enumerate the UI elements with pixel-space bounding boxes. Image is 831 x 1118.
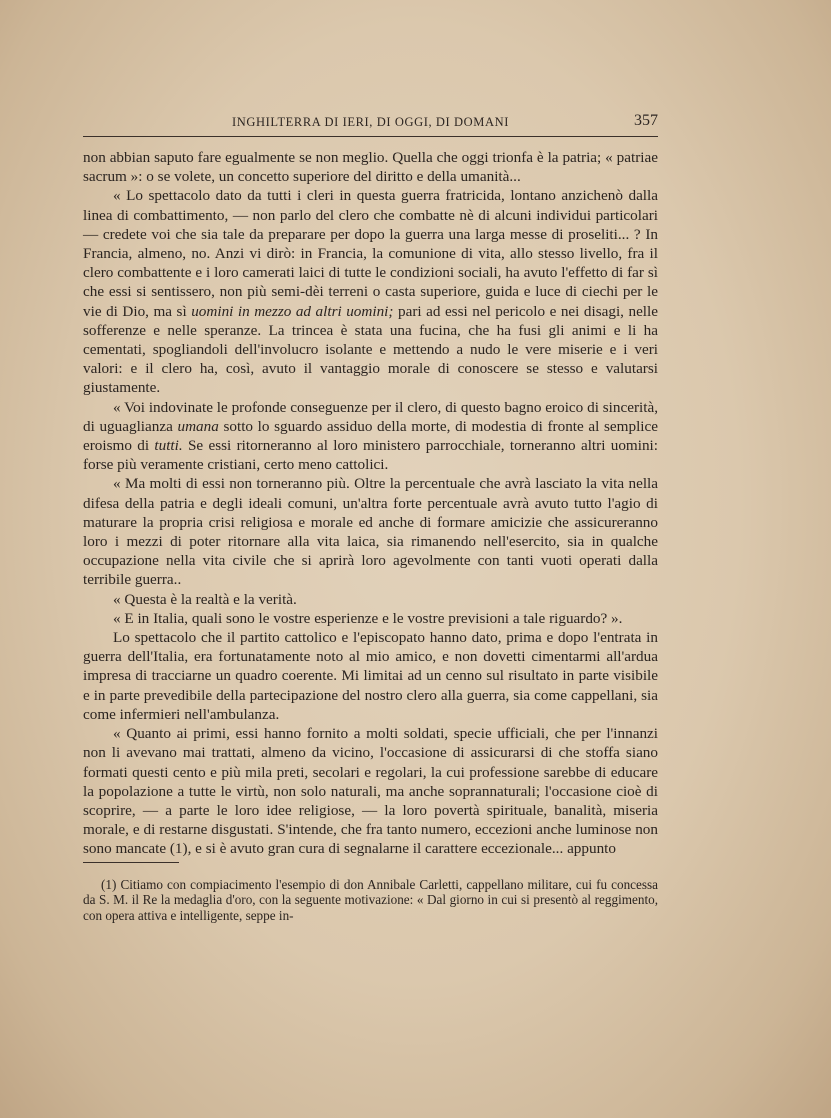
- paragraph: [83, 628, 658, 724]
- paragraph: [83, 724, 658, 858]
- running-title: INGHILTERRA DI IERI, DI OGGI, DI DOMANI: [231, 115, 510, 129]
- text-run: « Ma molti di essi non torneranno più. Oltre la percentuale che avrà lasciato la vita nella difesa della patria e degli ideali comuni, un'altra forte percentuale avrà avuto tutto l'agio di maturare la propria crisi religiosa e morale ed anche di formare amicizie che assicureranno loro i mezzi di poter ritornare alla vita laica, sia rimanendo nell'esercito, sia in qualche occupazione nella vita civile che si aprirà loro agevolmente con tanti vuoti operati dalla terribile guerra..: [83, 475, 658, 589]
- paragraph: [83, 590, 658, 609]
- text-run: « Voi indovinate le profonde conseguenze per il clero, di questo bagno eroico di sincerità, di uguaglianza: [83, 398, 658, 435]
- italic-text: tutti.: [154, 437, 183, 455]
- text-run: pari ad essi nel pericolo e nei disagi, nelle sofferenze e nelle speranze. La trincea è stata una fucina, che ha fusi gli animi e li ha cementati, spogliandoli dell'involucro isolante e mettendo a nudo le vere miserie e i veri valori: e il clero ha, così, avuto il vantaggio morale di conoscere se stesso e valutarsi giustamente.: [83, 302, 658, 397]
- paragraph: [83, 186, 658, 397]
- paragraph: [83, 609, 658, 628]
- text-run: Lo spettacolo che il partito cattolico e l'episcopato hanno dato, prima e dopo l'entrata in guerra dell'Italia, era fortunatamente noto al mio amico, e non dovetti cimentarmi all'ardua impresa di tracciarne un quadro coerente. Mi limitai ad un cenno sul risultato in parte visibile e in parte prevedibile della partecipazione del nostro clero alla guerra, sia come cappellani, sia come infermieri nell'ambulanza.: [83, 629, 658, 723]
- body-text: [83, 148, 658, 859]
- text-run: non abbian saputo fare egualmente se non meglio. Quella che oggi trionfa è la patria; « patriae sacrum »: o se volete, un concetto superiore del diritto e della umanità...: [83, 149, 658, 186]
- text-run: « Quanto ai primi, essi hanno fornito a molti soldati, specie ufficiali, che per l'innanzi non li avevano mai trattati, almeno da vicino, l'occasione di assicurarsi di che stoffa siano formati questi cento e più mila preti, secolari e regolari, la cui professione sarebbe di educare la popolazione a tutte le virtù, non solo naturali, ma anche soprannaturali; l'occasione cioè di scoprire, — a parte le loro idee religiose, — la loro povertà spirituale, banalità, miseria morale, e di restarne disgustati. S'intende, che fra tanto numero, eccezioni anche luminose non sono mancate (1), e si è avuto gran cura di segnalarne il carattere eccezionale... appunto: [83, 725, 658, 858]
- paragraph: [83, 474, 658, 589]
- running-header: [83, 108, 658, 137]
- text-run: sotto lo sguardo assiduo della morte, di modestia di fronte al semplice eroismo di: [83, 417, 658, 455]
- text-run: « E in Italia, quali sono le vostre esperienze e le vostre previsioni a tale riguardo? ».: [113, 609, 623, 627]
- text-run: « Lo spettacolo dato da tutti i cleri in questa guerra fratricida, lontano anzichenò dalla linea di combattimento, — non parlo del clero che combatte nè di alcuni individui particolari — credete voi che sia tale da preparare per dopo la guerra una larga messe di proseliti... ? In Francia, almeno, no. Anzi vi dirò: in Francia, la comunione di vita, allo stesso livello, fra il clero combattente e i loro camerati laici di tutte le condizioni sociali, ha avuto l'effetto di far sì che essi si sentissero, non più semi-dèi terreni o casta superiore, guida e luce di ciechi per le vie di Dio, ma sì: [83, 187, 658, 320]
- footnote-text: (1) Citiamo con compiacimento l'esempio di don Annibale Carletti, cappellano militare, cui fu concessa da S. M. il Re la medaglia d'oro, con la seguente motivazione: « Dal giorno in cui si presentò al reggimento, con opera attiva e intelligente, seppe in-: [83, 877, 658, 923]
- italic-text: uomini in mezzo ad altri uomini;: [191, 302, 394, 320]
- paragraph: [83, 398, 658, 475]
- text-run: Se essi ritorneranno al loro ministero parrocchiale, torneranno altri uomini: forse più veramente cristiani, certo meno cattolici.: [83, 437, 658, 474]
- footnote: [83, 877, 658, 923]
- italic-text: umana: [177, 417, 219, 435]
- paragraph: [83, 148, 658, 186]
- page-number: 357: [634, 112, 658, 129]
- text-run: « Questa è la realtà e la verità.: [113, 590, 297, 608]
- footnote-divider: [83, 862, 179, 863]
